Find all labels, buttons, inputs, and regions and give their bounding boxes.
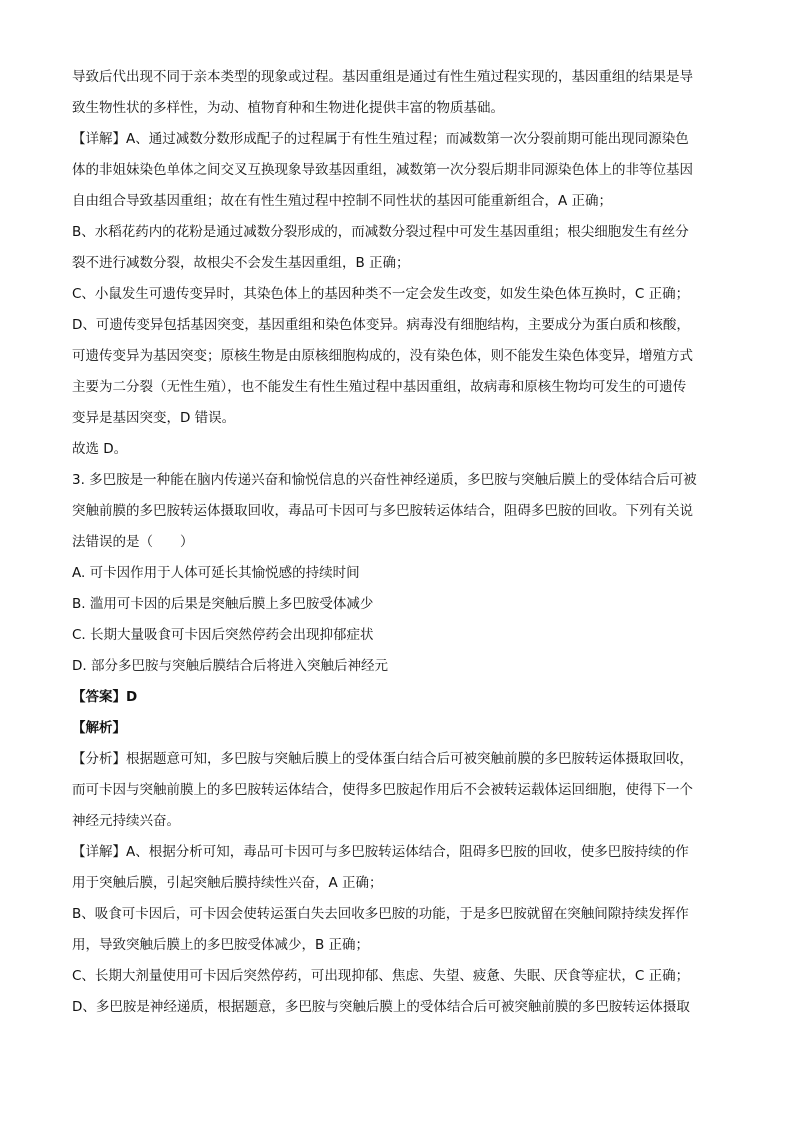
text-line: 可遗传变异为基因突变；原核生物是由原核细胞构成的，没有染色体，则不能发生染色体变异，增殖方式	[72, 348, 693, 364]
option-b: B. 滥用可卡因的后果是突触后膜上多巴胺受体减少	[72, 596, 374, 612]
question-stem-line: 法错误的是（ ）	[72, 534, 194, 550]
text-line: 裂不进行减数分裂，故根尖不会发生基因重组，B 正确；	[72, 255, 410, 271]
answer-heading: 【答案】D	[72, 689, 138, 705]
text-line: 致生物性状的多样性，为动、植物育种和生物进化提供丰富的物质基础。	[72, 100, 504, 116]
text-line: 【分析】根据题意可知，多巴胺与突触后膜上的受体蛋白结合后可被突触前膜的多巴胺转运体摄取回收，	[72, 751, 693, 767]
text-line: 故选 D。	[72, 441, 128, 457]
text-line: 主要为二分裂（无性生殖），也不能发生有性生殖过程中基因重组，故病毒和原核生物均可发生的可遗传	[72, 379, 687, 395]
text-line: D、可遗传变异包括基因突变，基因重组和染色体变异。病毒没有细胞结构，主要成分为蛋白质和核酸，	[72, 317, 690, 333]
document-page	[72, 62, 722, 1023]
analysis-heading: 【解析】	[72, 720, 126, 736]
option-a: A. 可卡因作用于人体可延长其愉悦感的持续时间	[72, 565, 360, 581]
text-line: 用于突触后膜，引起突触后膜持续性兴奋，A 正确；	[72, 875, 383, 891]
text-line: 神经元持续兴奋。	[72, 813, 180, 829]
text-line: D、多巴胺是神经递质，根据题意，多巴胺与突触后膜上的受体结合后可被突触前膜的多巴胺转运体摄取	[72, 999, 690, 1015]
text-line: B、吸食可卡因后，可卡因会使转运蛋白失去回收多巴胺的功能，于是多巴胺就留在突触间隙持续发挥作	[72, 906, 689, 922]
text-line: C、长期大剂量使用可卡因后突然停药，可出现抑郁、焦虑、失望、疲惫、失眠、厌食等症状，C 正确；	[72, 968, 690, 984]
text-line: 用，导致突触后膜上的多巴胺受体减少，B 正确；	[72, 937, 370, 953]
text-line: 【详解】A、根据分析可知，毒品可卡因可与多巴胺转运体结合，阻碍多巴胺的回收，使多巴胺持续的作	[72, 844, 689, 860]
text-line: 【详解】A、通过减数分数形成配子的过程属于有性生殖过程；而减数第一次分裂前期可能出现同源染色	[72, 131, 689, 147]
text-line: 而可卡因与突触前膜上的多巴胺转运体结合，使得多巴胺起作用后不会被转运载体运回细胞，使得下一个	[72, 782, 693, 798]
question-stem-line: 3. 多巴胺是一种能在脑内传递兴奋和愉悦信息的兴奋性神经递质，多巴胺与突触后膜上的受体结合后可被	[72, 472, 697, 488]
option-c: C. 长期大量吸食可卡因后突然停药会出现抑郁症状	[72, 627, 374, 643]
text-line: C、小鼠发生可遗传变异时，其染色体上的基因种类不一定会发生改变，如发生染色体互换时，C 正确；	[72, 286, 690, 302]
text-line: 变异是基因突变，D 错误。	[72, 410, 236, 426]
option-d: D. 部分多巴胺与突触后膜结合后将进入突触后神经元	[72, 658, 388, 674]
text-line: 体的非姐妹染色单体之间交叉互换现象导致基因重组，减数第一次分裂后期非同源染色体上的非等位基因	[72, 162, 693, 178]
question-stem-line: 突触前膜的多巴胺转运体摄取回收，毒品可卡因可与多巴胺转运体结合，阻碍多巴胺的回收。下列有关说	[72, 503, 693, 519]
text-line: 导致后代出现不同于亲本类型的现象或过程。基因重组是通过有性生殖过程实现的，基因重组的结果是导	[72, 69, 693, 85]
text-line: 自由组合导致基因重组；故在有性生殖过程中控制不同性状的基因可能重新组合，A 正确；	[72, 193, 613, 209]
text-line: B、水稻花药内的花粉是通过减数分裂形成的，而减数分裂过程中可发生基因重组；根尖细胞发生有丝分	[72, 224, 689, 240]
